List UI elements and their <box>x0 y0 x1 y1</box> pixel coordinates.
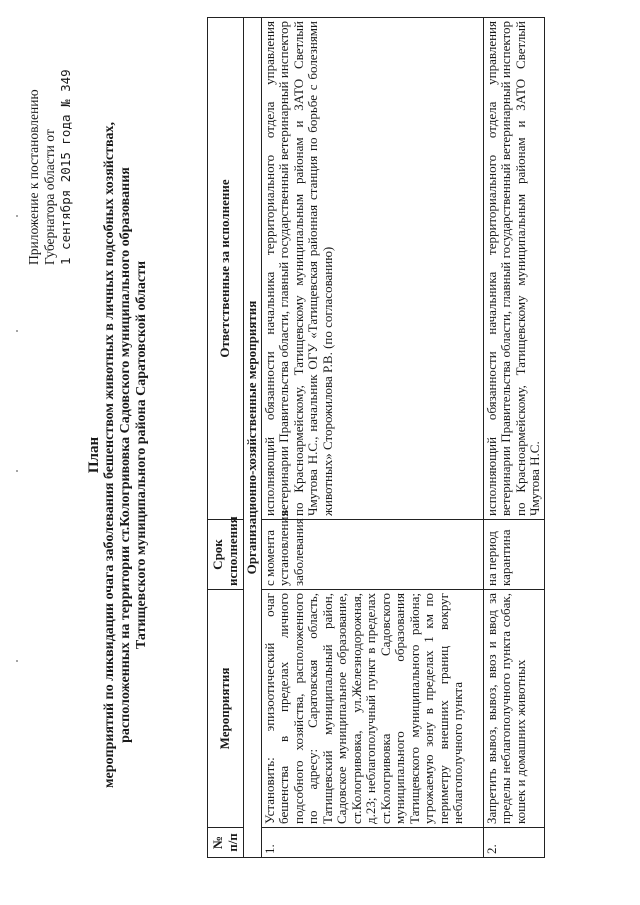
scan-speck <box>16 215 18 217</box>
header-activities: Мероприятия <box>208 590 244 828</box>
section-title: Организационно-хозяйственные мероприятия <box>244 18 262 858</box>
row-activity: Установить: эпизоотический очаг бешенства в пределах личного подсобного хозяйства, расположенного по адресу: Саратовская область, Татищевский муниципальный район, Садовское муниципальное образование, ст.Кологривовка, ул.Железнодорожная, д.23; неблагополучный пункт в пределах ст.Кологривовка Садовского муниципального образования Татищевского муниципального района; угрожаемую зону в пределах 1 км по периметру внешних границ вокруг неблагополучного пункта <box>261 590 483 828</box>
approval-note <box>26 15 74 265</box>
title-line-4: Татищевского муниципального района Саратовской области <box>134 260 149 650</box>
approval-line-2: Губернатора области от <box>42 129 57 265</box>
table-header-row <box>208 18 244 858</box>
plan-table <box>207 17 545 858</box>
row-term: с момента установления заболевания <box>261 520 483 590</box>
row-responsible: исполняющий обязанности начальника территориального отдела управления ветеринарии Правительства области, главный государственный ветеринарный инспектор по Красноармейскому, Татищевскому муниципальным районам и ЗАТО Светлый Чмутова Н.С. <box>483 18 544 520</box>
row-num: 1. <box>261 828 483 858</box>
row-responsible: исполняющий обязанности начальника территориального отдела управления ветеринарии Правительства области, главный государственный ветеринарный инспектор по Красноармейскому, Татищевскому муниципальным районам и ЗАТО Светлый Чмутова Н.С., начальник ОГУ «Татищевская районная станция по борьбе с болезнями животных» Сторожилова Р.В. (по согласованию) <box>261 18 483 520</box>
scan-speck <box>16 330 18 332</box>
row-num: 2. <box>483 828 544 858</box>
header-num: № п/п <box>208 828 244 858</box>
title-line-2: мероприятий по ликвидации очага заболевания бешенством животных в личных подсобных хозяйствах, <box>102 121 117 789</box>
title-line-3: расположенных на территории ст.Кологривовка Садовского муниципального образования <box>118 167 133 743</box>
header-term: Срок исполнения <box>208 520 244 590</box>
scan-speck <box>16 470 18 472</box>
approval-date-line: 1 сентября 2015 года № 349 <box>58 69 73 265</box>
scan-speck <box>16 660 18 662</box>
document-title <box>86 25 150 885</box>
row-activity: Запретить вывоз, вывоз, ввоз и ввод за пределы неблагополучного пункта собак, кошек и домашних животных <box>483 590 544 828</box>
title-plan: План <box>86 436 102 474</box>
approval-line-1: Приложение к постановлению <box>26 89 41 265</box>
header-responsible: Ответственные за исполнение <box>208 18 244 520</box>
row-term: на период карантина <box>483 520 544 590</box>
table-row <box>483 18 544 858</box>
table-row <box>261 18 483 858</box>
section-row <box>244 18 262 858</box>
